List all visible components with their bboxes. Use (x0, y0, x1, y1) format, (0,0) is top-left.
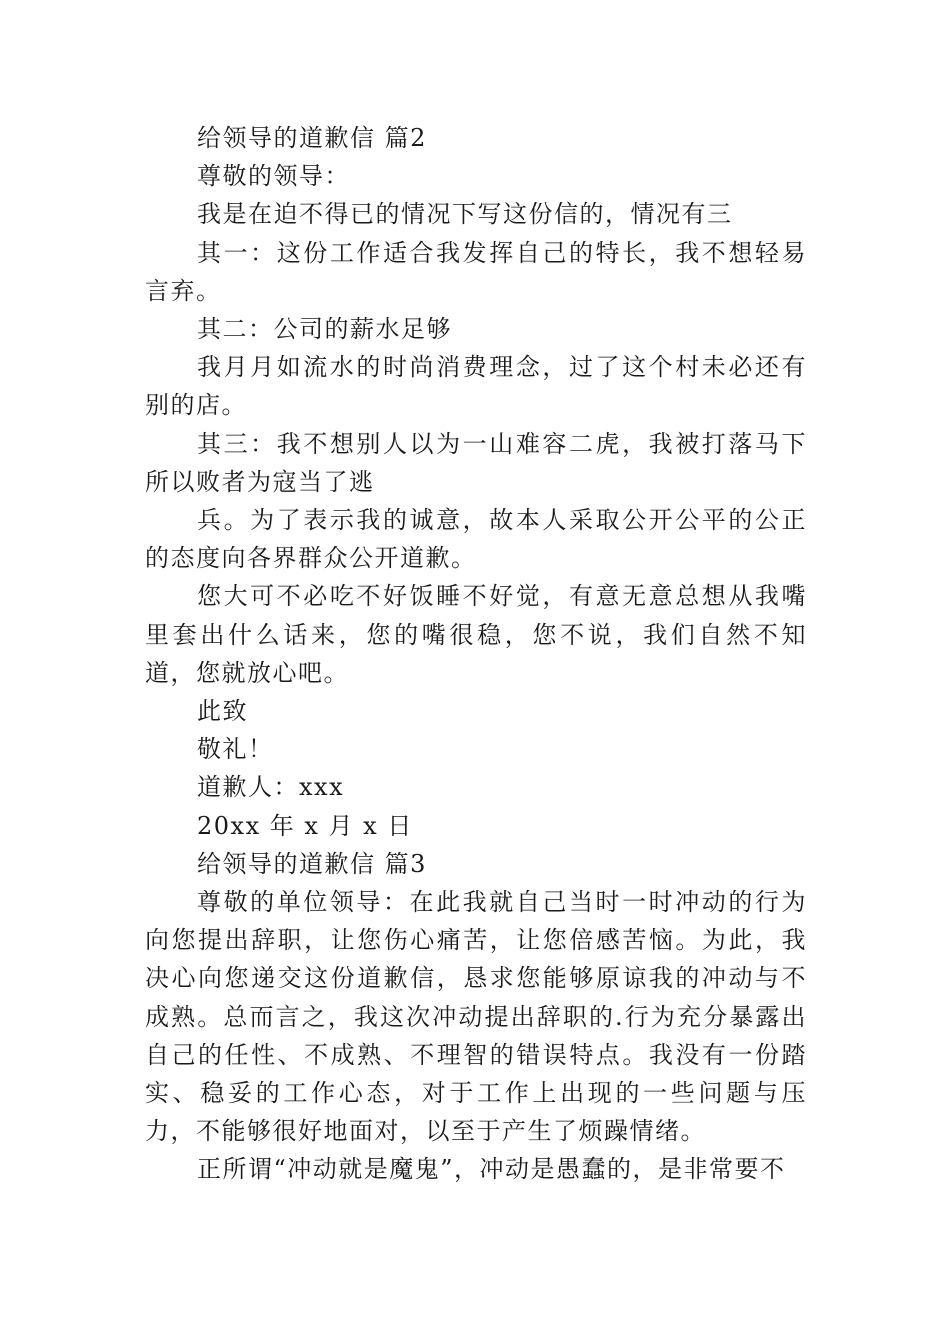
paragraph-reason-3: 其三：我不想别人以为一山难容二虎，我被打落马下所以败者为寇当了逃 (145, 429, 807, 496)
paragraph-apology: 兵。为了表示我的诚意，故本人采取公开公平的公正的态度向各界群众公开道歉。 (145, 506, 807, 573)
paragraph-letter3-continued: 正所谓“冲动就是魔鬼”，冲动是愚蠢的，是非常要不 (197, 1155, 786, 1184)
letter-title-2: 给领导的道歉信 篇2 (197, 124, 427, 152)
paragraph-reason-1: 其一：这份工作适合我发挥自己的特长，我不想轻易言弃。 (145, 238, 807, 305)
closing-cizhi: 此致 (197, 697, 248, 726)
salutation: 尊敬的领导： (197, 162, 350, 191)
signature-line: 道歉人：xxx (197, 773, 345, 802)
paragraph-intro: 我是在迫不得已的情况下写这份信的，情况有三 (197, 200, 733, 229)
paragraph-consumption: 我月月如流水的时尚消费理念，过了这个村未必还有别的店。 (145, 353, 807, 420)
paragraph-reason-2: 其二：公司的薪水足够 (197, 315, 452, 344)
paragraph-letter3-body: 尊敬的单位领导：在此我就自己当时一时冲动的行为向您提出辞职，让您伤心痛苦，让您倍感苦恼。为此，我决心向您递交这份道歉信，恳求您能够原谅我的冲动与不成熟。总而言之，我这次冲动提出辞职的.行为充分暴露出自己的任性、不成熟、不理智的错误特点。我没有一份踏实、稳妥的工作心态，对于工作上出现的一些问题与压力，不能够很好地面对，以至于产生了烦躁情绪。 (145, 888, 807, 1146)
letter-body (145, 119, 807, 1189)
closing-jingli: 敬礼！ (197, 735, 274, 764)
paragraph-reassurance: 您大可不必吃不好饭睡不好觉，有意无意总想从我嘴里套出什么话来，您的嘴很稳，您不说，我们自然不知道，您就放心吧。 (145, 582, 807, 687)
date-line: 20xx 年 x 月 x 日 (197, 811, 413, 840)
letter-title-3: 给领导的道歉信 篇3 (197, 849, 427, 878)
